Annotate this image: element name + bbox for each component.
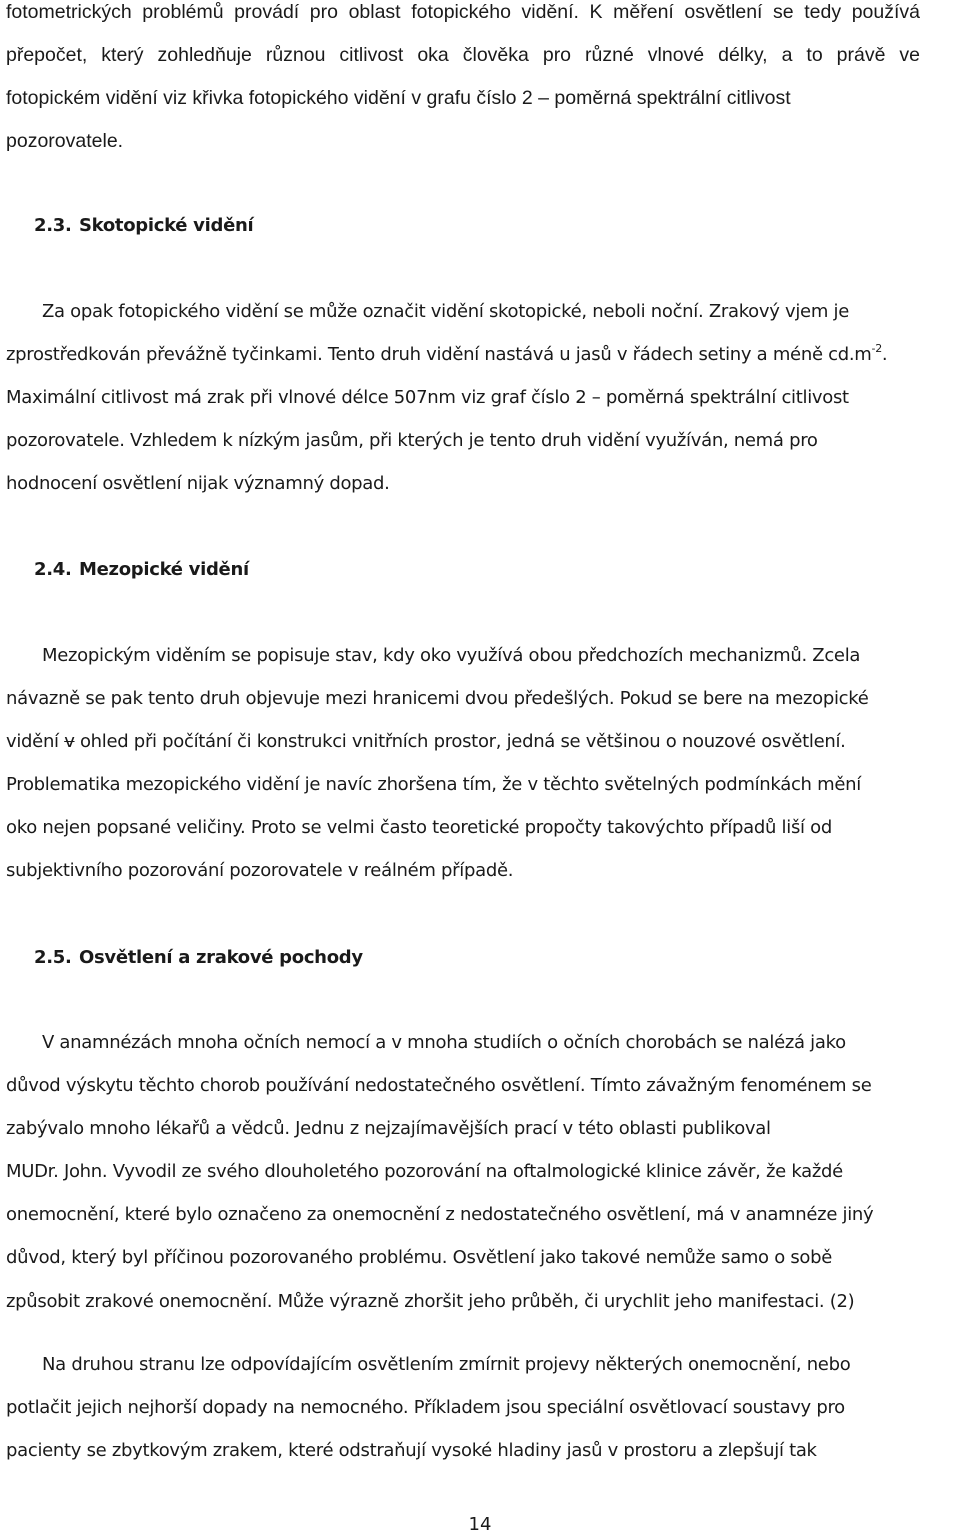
s23-line-3: Maximální citlivost má zrak při vlnové délce 507nm viz graf číslo 2 – poměrná spektrální citlivost (6, 387, 849, 408)
s25-p1-line-5: onemocnění, které bylo označeno za onemocnění z nedostatečného osvětlení, má v anamnéze jiný (6, 1204, 874, 1225)
s25-p2-line-3: pacienty se zbytkovým zrakem, které odstraňují vysoké hladiny jasů v prostoru a zlepšují tak (6, 1440, 817, 1461)
s24-line-2: návazně se pak tento druh objevuje mezi hranicemi dvou předešlých. Pokud se bere na mezopické (6, 688, 869, 709)
s24-line-6: subjektivního pozorování pozorovatele v reálném případě. (6, 860, 514, 881)
s24-line-1: Mezopickým viděním se popisuje stav, kdy oko využívá obou předchozích mechanizmů. Zcela (42, 645, 861, 666)
section-number: 2.4. (34, 559, 72, 580)
s25-p1-line-6: důvod, který byl příčinou pozorovaného problému. Osvětlení jako takové nemůže samo o sobě (6, 1247, 833, 1268)
superscript: -2 (871, 342, 882, 355)
struck-character: v (64, 731, 75, 752)
s25-p2-line-1: Na druhou stranu lze odpovídajícím osvětlením zmírnit projevy některých onemocnění, nebo (42, 1354, 851, 1375)
intro-line-1: fotometrických problémů provádí pro oblast fotopického vidění. K měření osvětlení se tedy používá (6, 1, 920, 23)
intro-line-3: fotopickém vidění viz křivka fotopického vidění v grafu číslo 2 – poměrná spektrální citlivost (6, 87, 791, 109)
s24-line-5: oko nejen popsané veličiny. Proto se velmi často teoretické propočty takovýchto případů liší od (6, 817, 832, 838)
s25-p2-line-2: potlačit jejich nejhorší dopady na nemocného. Příkladem jsou speciální osvětlovací soustavy pro (6, 1397, 845, 1418)
intro-line-2: přepočet, který zohledňuje různou citlivost oka člověka pro různé vlnové délky, a to právě ve (6, 44, 920, 66)
s23-line-4: pozorovatele. Vzhledem k nízkým jasům, při kterých je tento druh vidění využíván, nemá pro (6, 430, 818, 451)
section-number: 2.5. (34, 947, 72, 968)
intro-line-4: pozorovatele. (6, 130, 124, 152)
s24-line-3: vidění v ohled při počítání či konstrukci vnitřních prostor, jedná se většinou o nouzové osvětlení. (6, 731, 846, 752)
section-number: 2.3. (34, 215, 72, 236)
section-heading-2-3 (34, 214, 253, 238)
section-title: Osvětlení a zrakové pochody (79, 947, 363, 968)
page-number: 14 (468, 1514, 492, 1535)
s23-line-5: hodnocení osvětlení nijak významný dopad. (6, 473, 390, 494)
section-heading-2-4 (34, 558, 249, 582)
section-title: Skotopické vidění (79, 215, 254, 236)
s23-line-1: Za opak fotopického vidění se může označit vidění skotopické, neboli noční. Zrakový vjem je (42, 301, 849, 322)
s23-line-2: zprostředkován převážně tyčinkami. Tento druh vidění nastává u jasů v řádech setiny a méně $cd.m^{-2}$. (6, 342, 888, 365)
s24-line-4: Problematika mezopického vidění je navíc zhoršena tím, že v těchto světelných podmínkách mění (6, 774, 861, 795)
s25-p1-line-2: důvod výskytu těchto chorob používání nedostatečného osvětlení. Tímto závažným fenoménem se (6, 1075, 872, 1096)
s25-p1-line-3: zabývalo mnoho lékařů a vědců. Jednu z nejzajímavějších prací v této oblasti publikoval (6, 1118, 771, 1139)
s25-p1-line-1: V anamnézách mnoha očních nemocí a v mnoha studiích o očních chorobách se nalézá jako (42, 1032, 846, 1053)
section-title: Mezopické vidění (79, 559, 249, 580)
s25-p1-line-4: MUDr. John. Vyvodil ze svého dlouholetého pozorování na oftalmologické klinice závěr, že každé (6, 1161, 843, 1182)
s25-p1-line-7: způsobit zrakové onemocnění. Může výrazně zhoršit jeho průběh, či urychlit jeho manifestaci. (2) (6, 1291, 855, 1312)
section-heading-2-5 (34, 946, 363, 970)
